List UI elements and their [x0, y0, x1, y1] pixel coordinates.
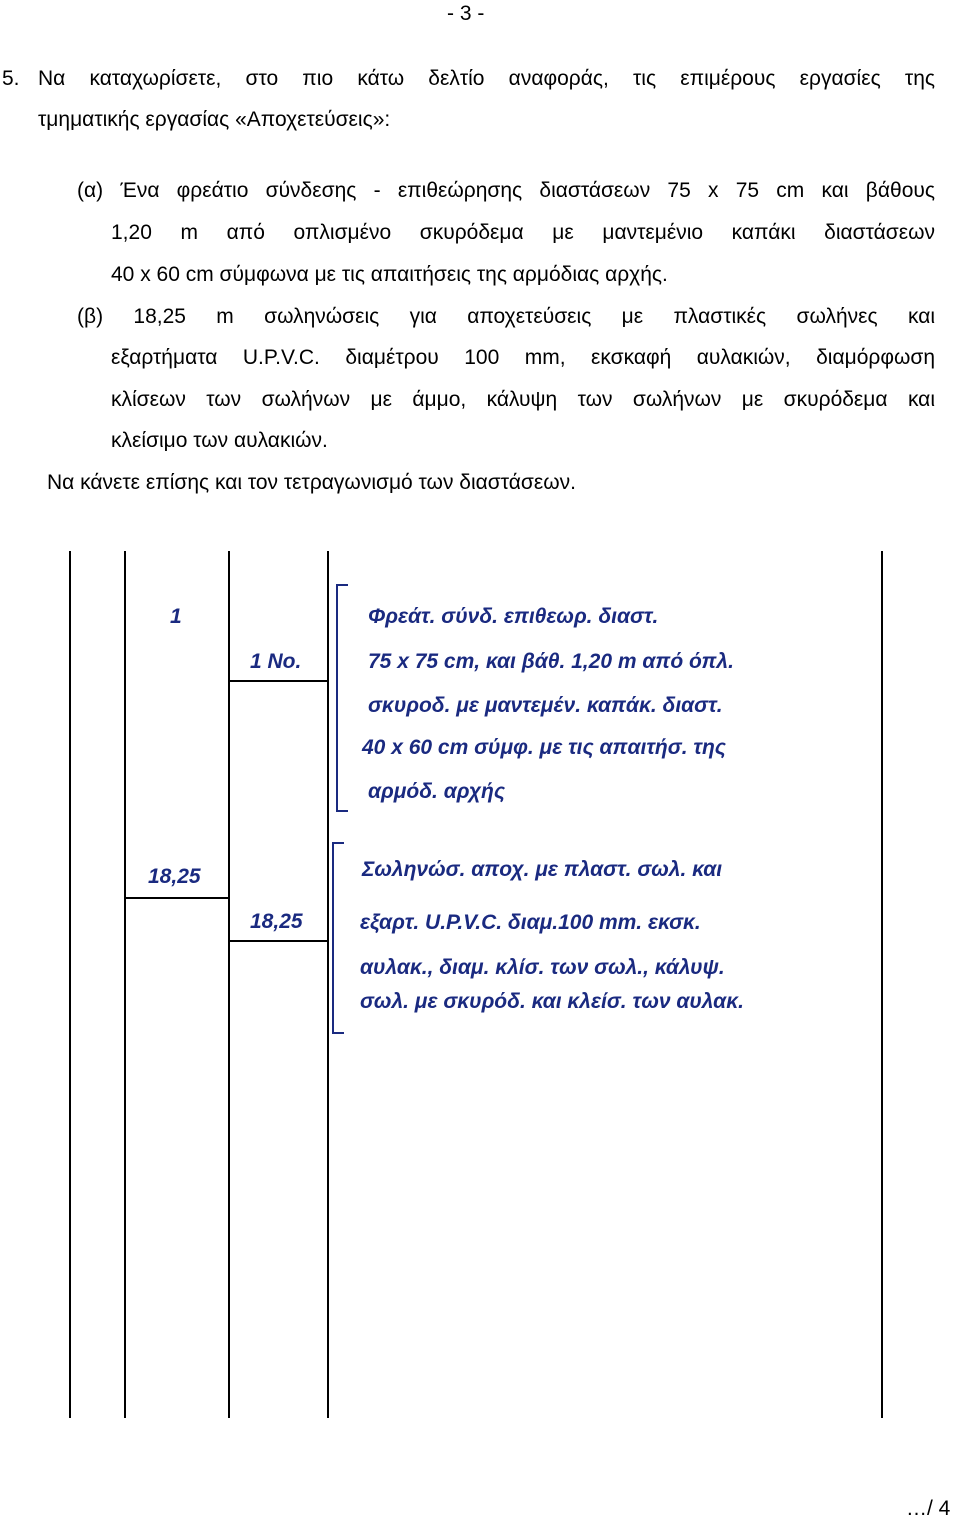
entry2-underline	[228, 940, 329, 942]
page-header: - 3 -	[447, 2, 485, 25]
entry2-desc-line4: σωλ. με σκυρόδ. και κλείσ. των αυλακ.	[360, 990, 744, 1013]
item-a-line3: 40 x 60 cm σύμφωνα με τις απαιτήσεις της αρμόδιας αρχής.	[111, 263, 668, 286]
entry1-dimension: 1 No.	[250, 650, 302, 673]
sheet-rule-left	[69, 551, 71, 1418]
entry2-timesing: 18,25	[148, 865, 201, 888]
item-b-line4: κλείσιμο των αυλακιών.	[111, 429, 328, 452]
question-intro-line2: τμηματικής εργασίας «Αποχετεύσεις»:	[38, 108, 391, 131]
entry2-bracket	[332, 842, 344, 1034]
item-b-line2: εξαρτήματα U.P.V.C. διαμέτρου 100 mm, εκσκαφή αυλακιών, διαμόρφωση	[111, 346, 935, 369]
entry1-desc-line3: σκυροδ. με μαντεμέν. καπάκ. διαστ.	[368, 694, 723, 717]
entry2-desc-line3: αυλακ., διαμ. κλίσ. των σωλ., κάλυψ.	[360, 956, 725, 979]
page-footer: …/ 4	[906, 1497, 951, 1520]
item-b-line3: κλίσεων των σωλήνων με άμμο, κάλυψη των σωλήνων με σκυρόδεμα και	[111, 388, 935, 411]
entry2-dimension: 18,25	[250, 910, 303, 933]
item-a-line1: (α) Ένα φρεάτιο σύνδεσης - επιθεώρησης διαστάσεων 75 x 75 cm και βάθους	[77, 179, 935, 202]
entry1-desc-line2: 75 x 75 cm, και βάθ. 1,20 m από όπλ.	[368, 650, 734, 673]
entry1-timesing: 1	[170, 605, 182, 628]
entry1-desc-line1: Φρεάτ. σύνδ. επιθεωρ. διαστ.	[368, 605, 659, 628]
entry2-timesing-underline	[124, 897, 230, 899]
entry2-desc-line1: Σωληνώσ. αποχ. με πλαστ. σωλ. και	[362, 858, 723, 881]
closing-instruction: Να κάνετε επίσης και τον τετραγωνισμό των διαστάσεων.	[47, 471, 576, 494]
question-intro-line1: Να καταχωρίσετε, στο πιο κάτω δελτίο αναφοράς, τις επιμέρους εργασίες της	[38, 67, 935, 90]
item-a-line2: 1,20 m από οπλισμένο σκυρόδεμα με μαντεμένιο καπάκι διαστάσεων	[111, 221, 935, 244]
sheet-rule-right	[881, 551, 883, 1418]
entry1-desc-line5: αρμόδ. αρχής	[368, 780, 506, 803]
question-number: 5.	[2, 67, 20, 90]
entry2-desc-line2: εξαρτ. U.P.V.C. διαμ.100 mm. εκσκ.	[360, 911, 701, 934]
sheet-rule-timesing	[124, 551, 126, 1418]
entry1-underline	[228, 680, 329, 682]
entry1-bracket	[336, 584, 348, 812]
entry1-desc-line4: 40 x 60 cm σύμφ. με τις απαιτήσ. της	[362, 736, 726, 759]
item-b-line1: (β) 18,25 m σωληνώσεις για αποχετεύσεις με πλαστικές σωλήνες και	[77, 305, 935, 328]
